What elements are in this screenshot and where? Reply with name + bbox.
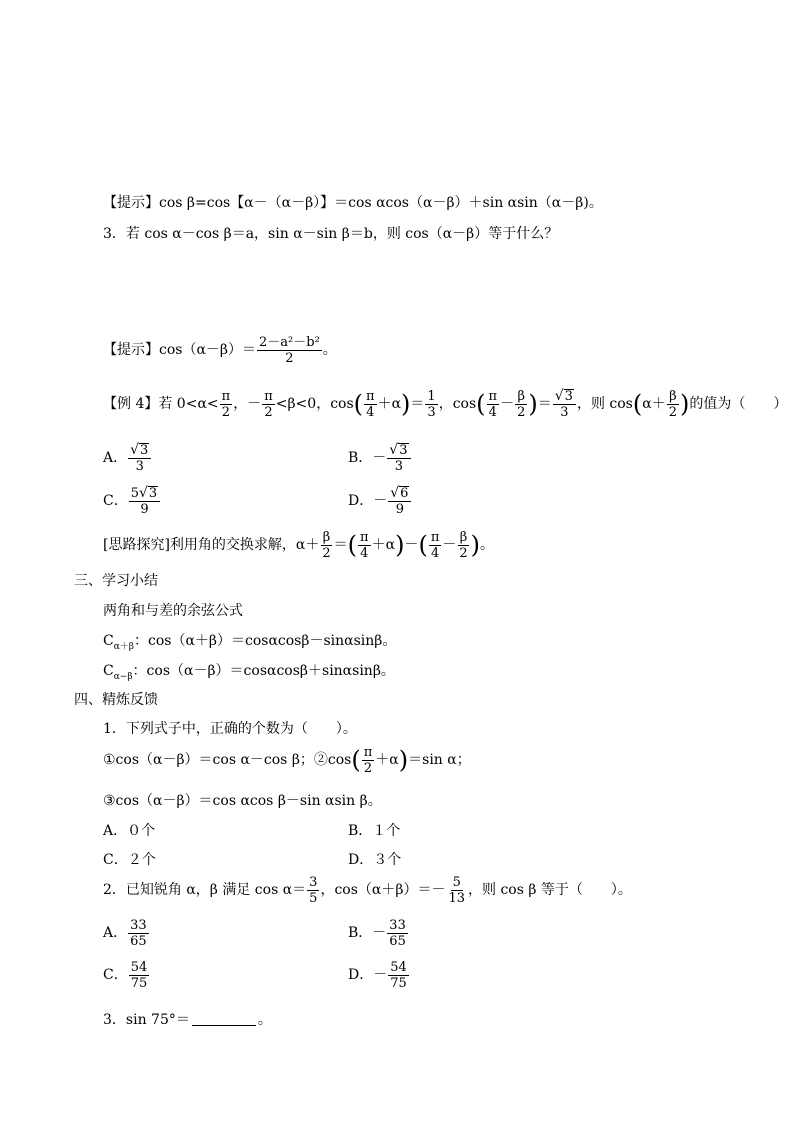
question-3: 3．若 cos α－cos β＝a，sin α－sin β＝b，则 cos（α－β）等于什么？ [103,226,559,242]
answer-blank[interactable] [192,1011,256,1026]
problem-2: 2．已知锐角 α，β 满足 cos α＝ $\frac{3}{5}$ ，cos（α＋β）＝－ $\frac{5}{13}$ ，则 cos β 等于（ ）。 [103,874,632,906]
formula-c-plus: $C_{\alpha+\beta}$：cos（α＋β）＝cosαcosβ－sinαsinβ。 [103,633,397,652]
ex4-option-c: C． 5 √ 3 9 [103,483,161,519]
idea-explore: [思路探究]利用角的交换求解，α＋ $\frac{\beta}{2}$ ＝( $\frac{\pi}{4}$ ＋α)－( $\frac{\pi}{4}$ － $\frac{\beta}{2}$ )。 [103,529,495,561]
p2-option-c: C． $\frac{54}{75}$ [103,959,148,991]
ex4-option-d: D．－ √ 6 9 [348,483,412,519]
summary-title: 两角和与差的余弦公式 [103,603,243,619]
section-3-heading: 三、学习小结 [74,573,158,589]
example-4: 【例 4】若 0<α< $\frac{\pi}{2}$ ，－ $\frac{\pi}{2}$ <β<0，cos( $\frac{\pi}{4}$ ＋α)＝ $\frac{1}{3}$ ，cos( $\frac{\pi}{4}$ － $\frac{\beta}{2}$ )＝ √ 3 3 ，则 cos(α＋ $\frac{\beta}{2}$ )的值为（ ） [103,387,788,420]
formula-c-minus: $C_{\alpha-\beta}$：cos（α－β）＝cosαcosβ＋sinαsinβ。 [103,663,395,682]
section-4-heading: 四、精炼反馈 [74,692,158,708]
hint-2-fraction: $\frac{\text{2－a²－b²}}{2}$ [259,334,320,366]
p2-option-b: B．－ $\frac{33}{65}$ [348,917,406,949]
p2-option-a: A． $\frac{33}{65}$ [103,917,147,949]
problem-1-items-1-2: ①cos（α－β）＝cos α－cos β；②cos( $\frac{\pi}{2}$ ＋α)＝sin α； [103,744,471,776]
p1-option-d: D．３个 [348,852,402,868]
hint-2: 【提示】cos（α－β）＝ $\frac{\text{2－a²－b²}}{2}$ 。 [103,334,337,366]
problem-1: 1．下列式子中，正确的个数为（ ）。 [103,721,357,737]
ex4-option-a: A． √ 3 3 [103,440,152,476]
p1-option-c: C．２个 [103,852,156,868]
problem-1-item-3: ③cos（α－β）＝cos αcos β－sin αsin β。 [103,793,382,809]
p2-option-d: D．－ $\frac{54}{75}$ [348,959,407,991]
ex4-option-b: B．－ √ 3 3 [348,440,412,476]
hint-1: 【提示】cos β=cos【α－（α－β）】＝cos αcos（α－β）＋sin αsin（α－β)。 [103,195,603,211]
problem-3: 3．sin 75°＝ 。 [103,1012,272,1028]
p1-option-b: B．１个 [348,823,401,839]
p1-option-a: A．０个 [103,823,156,839]
